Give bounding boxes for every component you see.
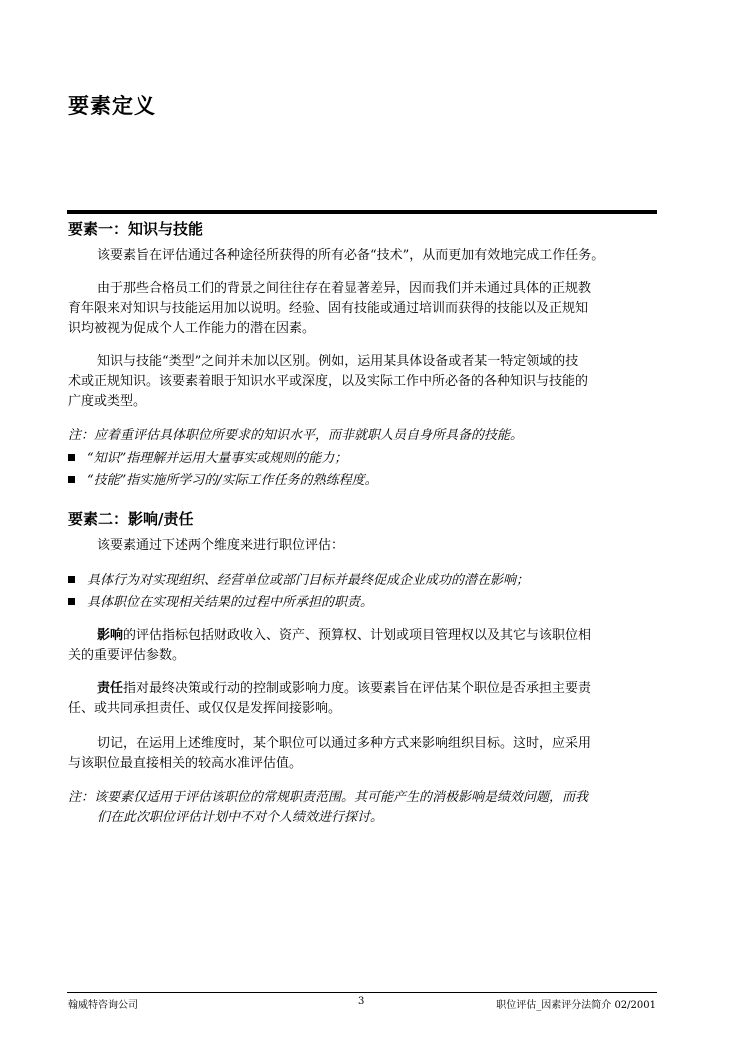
impact-term: 影响 — [97, 628, 124, 643]
section2-p2-line2: 关的重要评估参数。 — [68, 648, 186, 663]
footer-company: 翰威特咨询公司 — [68, 1000, 138, 1011]
bullet-icon — [68, 476, 75, 483]
footer-page-number: 3 — [358, 996, 365, 1007]
section2-paragraph-4 — [68, 734, 658, 774]
section1-note: 注：应着重评估具体职位所要求的知识水平，而非就职人员自身所具备的技能。 — [68, 428, 524, 443]
section1-p2-line1: 由于那些合格员工们的背景之间往往存在着显著差异，因而我们并未通过具体的正规教 — [97, 281, 592, 296]
section2-p2-line1: 的评估指标包括财政收入、资产、预算权、计划或项目管理权以及其它与该职位相 — [123, 628, 592, 643]
section2-paragraph-3 — [68, 679, 658, 719]
responsibility-term: 责任 — [97, 681, 124, 696]
section2-p3-line1: 指对最终决策或行动的控制或影响力度。该要素旨在评估某个职位是否承担主要责 — [123, 681, 592, 696]
section2-paragraph-1 — [68, 536, 658, 556]
section2-note-line2: 们在此次职位评估计划中不对个人绩效进行探讨。 — [97, 810, 384, 825]
section2-bullet-1 — [68, 571, 658, 591]
section1-paragraph-3 — [68, 352, 658, 412]
section2-p3-line2: 任、或共同承担责任、或仅仅是发挥间接影响。 — [68, 701, 342, 716]
page-title: 要素定义 — [68, 94, 156, 118]
section1-p2-line3: 识均被视为促成个人工作能力的潜在因素。 — [68, 321, 316, 336]
section2-heading: 要素二：影响/责任 — [68, 510, 194, 528]
section2-p1-text: 该要素通过下述两个维度来进行职位评估： — [97, 538, 345, 553]
section1-paragraph-1 — [68, 246, 668, 266]
section1-p3-line1: 知识与技能“类型”之间并未加以区别。例如，运用某具体设备或者某一特定领域的技 — [97, 354, 579, 369]
bullet-icon — [68, 576, 75, 583]
section2-paragraph-2 — [68, 626, 658, 666]
section1-bullet-2 — [68, 471, 658, 491]
section1-paragraph-2 — [68, 279, 658, 339]
section2-note-line1: 注：该要素仅适用于评估该职位的常规职责范围。其可能产生的消极影响是绩效问题，而我 — [68, 790, 589, 805]
section1-p3-line3: 广度或类型。 — [68, 394, 147, 409]
bullet-text: 具体行为对实现组织、经营单位或部门目标并最终促成企业成功的潜在影响； — [87, 573, 530, 588]
bullet-text: “知识”指理解并运用大量事实或规则的能力； — [87, 451, 348, 466]
footer-doc-title: 职位评估_因素评分法简介 02/2001 — [496, 1000, 656, 1011]
section1-p3-line2: 术或正规知识。该要素着眼于知识水平或深度，以及实际工作中所必备的各种知识与技能的 — [68, 374, 589, 389]
bullet-text: 具体职位在实现相关结果的过程中所承担的职责。 — [87, 595, 374, 610]
section-divider — [67, 210, 657, 214]
section2-note — [68, 788, 658, 828]
section1-bullet-1 — [68, 449, 658, 469]
footer-rule — [67, 992, 657, 993]
section1-p2-line2: 育年限来对知识与技能运用加以说明。经验、固有技能或通过培训而获得的技能以及正规知 — [68, 301, 589, 316]
bullet-text: “技能”指实施所学习的/实际工作任务的熟练程度。 — [87, 473, 378, 488]
section1-heading: 要素一：知识与技能 — [68, 220, 204, 238]
section1-p1-text: 该要素旨在评估通过各种途径所获得的所有必备“技术”，从而更加有效地完成工作任务。 — [97, 248, 605, 263]
section2-bullet-2 — [68, 593, 658, 613]
section2-p4-line1: 切记，在运用上述维度时，某个职位可以通过多种方式来影响组织目标。这时，应采用 — [97, 736, 592, 751]
bullet-icon — [68, 454, 75, 461]
section2-p4-line2: 与该职位最直接相关的较高水准评估值。 — [68, 756, 303, 771]
bullet-icon — [68, 598, 75, 605]
